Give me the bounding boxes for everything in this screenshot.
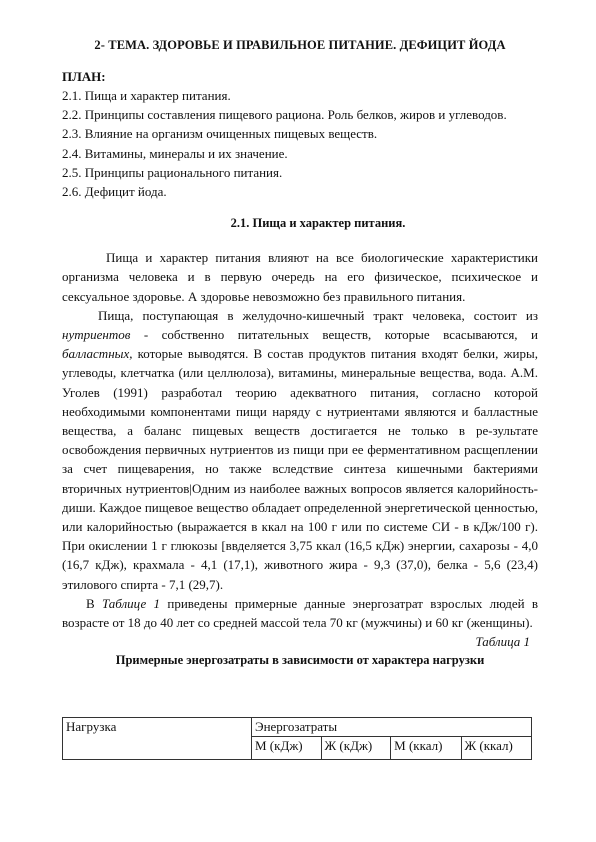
energy-table: [62, 717, 532, 760]
term-nutrients: нутриентов: [62, 327, 131, 343]
table-title: Примерные энергозатраты в зависимости от характера нагрузки: [115, 653, 485, 668]
plan-item: 2.1. Пища и характер питания.: [62, 88, 231, 103]
table-reference: Таблице 1: [101, 595, 161, 611]
table-header-row: [63, 718, 532, 737]
paragraph-2-rest: которые выводятся. В состав продуктов питания входят белки, жиры, углеводы, клетчатка (или целлюлоза), витамины, минеральные вещества, вода. А.М. Уголев (1991) разработал теорию адекватного питания, согласно которой необходимыми компонентами пищи наряду с нутриентами являются и балластные вещества, а баланс пищевых веществ достигается не только в ре-зультате освобождения первичных нутриентов из пищи при ее ферментативном расщеплении за счет пищеварения, но также вследствие синтеза кишечными бактериями вторичных нутриентов|Одним из наиболее важных вопросов является калорийность-диши. Каждое пищевое вещество обладает определенной энергетической ценностью, или калорийностью (выражается в ккал на 100 г или по системе СИ - в кДж/100 г). При окислении 1 г глюкозы [ввделяется 3,75 ккал (16,5 кДж) энергии, сахарозы - 4,0 (16,7 кДж), крахмала - 4,1 (17,1), животного жира - 9,3 (37,0), белка - 5,6 (23,4) этилового спирта - 7,1 (29,7).: [62, 346, 538, 592]
paragraph-3: [62, 594, 538, 632]
subheader-cell: М (ккал): [391, 737, 461, 760]
paragraph-2: [62, 306, 538, 594]
paragraph-1: Пища и характер питания влияют на все биологические характеристики организма человека и в первую очередь на его физическое, психическое и сексуальное здоровье. А здоровье невозможно без правильного питания.: [62, 250, 538, 304]
plan-heading: ПЛАН:: [62, 69, 106, 84]
paragraph-3-start: В: [86, 595, 102, 611]
subheader-cell: Ж (кДж): [321, 737, 391, 760]
plan-item: 2.5. Принципы рационального питания.: [62, 164, 283, 180]
page-title: 2- ТЕМА. ЗДОРОВЬЕ И ПРАВИЛЬНОЕ ПИТАНИЕ. ДЕФИЦИТ ЙОДА: [94, 38, 506, 52]
table-caption: Таблица 1: [475, 634, 530, 650]
paragraph-2-start: Пища, поступающая в желудочно-кишечный тракт человека, состоит из: [98, 307, 538, 323]
plan-item: 2.3. Влияние на организм очищенных пищевых веществ.: [62, 126, 378, 142]
header-load: Нагрузка: [63, 718, 252, 760]
plan-item: 2.2. Принципы составления пищевого рациона. Роль белков, жиров и углеводов.: [62, 107, 507, 123]
paragraph-3-rest: приведены примерные данные энергозатрат взрослых людей в возрасте от 18 до 40 лет со средней массой тела 70 кг (мужчины) и 60 кг (женщины).: [62, 595, 538, 631]
section-title: 2.1. Пища и характер питания.: [230, 216, 406, 231]
plan-item: 2.4. Витамины, минералы и их значение.: [62, 145, 288, 161]
plan-item: 2.6. Дефицит йода.: [62, 184, 167, 200]
subheader-cell: М (кДж): [252, 737, 322, 760]
header-energy: Энергозатраты: [252, 718, 532, 737]
paragraph-2-mid: - собственно питательных веществ, которые всасываются, и: [130, 327, 538, 343]
subheader-cell: Ж (ккал): [461, 737, 531, 760]
term-ballast: балластных,: [62, 346, 133, 362]
document-page: [62, 38, 538, 753]
